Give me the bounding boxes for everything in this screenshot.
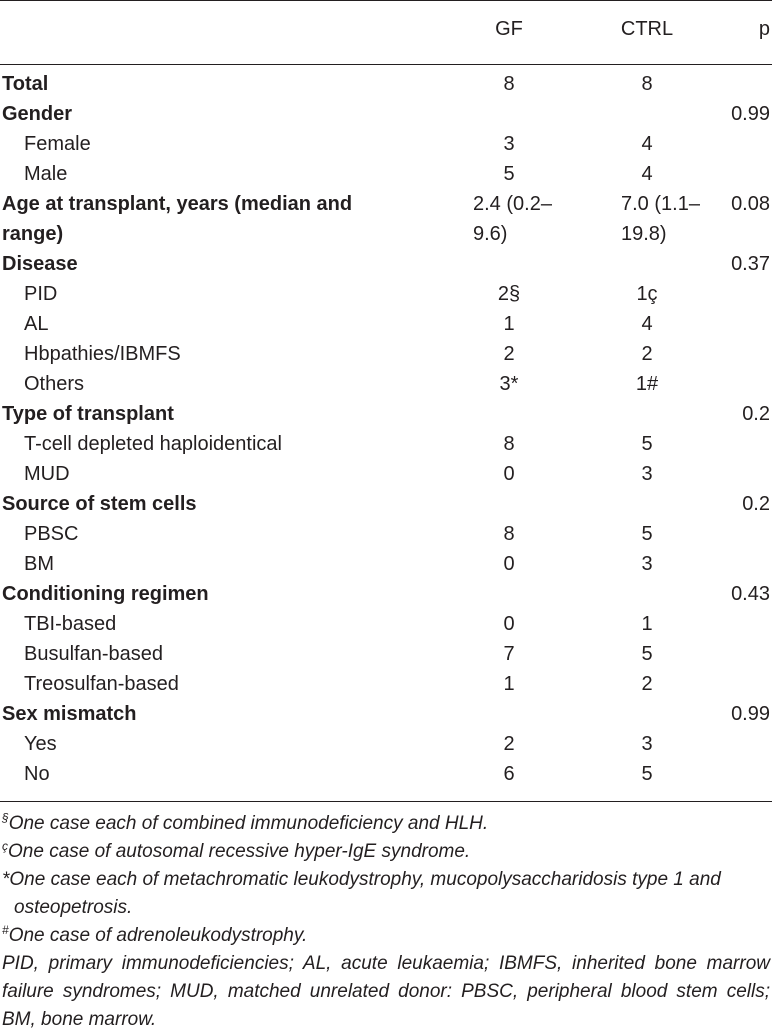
row-label: Male <box>24 163 68 185</box>
row-ctrl-value: 1 <box>641 613 653 635</box>
row-gf-value: 5 <box>503 163 515 185</box>
header-p: p <box>758 18 770 40</box>
row-label: Yes <box>24 733 57 755</box>
row-ctrl-value: 4 <box>641 313 653 335</box>
row-label: Sex mismatch <box>2 703 137 725</box>
footnote-mark: ç <box>2 839 8 853</box>
row-ctrl-value: 19.8) <box>621 223 667 245</box>
header-gf: GF <box>495 18 523 40</box>
row-label: No <box>24 763 50 785</box>
row-ctrl-value: 5 <box>641 763 653 785</box>
table-footnotes <box>2 810 770 1034</box>
row-gf-value: 7 <box>503 643 515 665</box>
abbreviations-note: PID, primary immunodeficiencies; AL, acute leukaemia; IBMFS, inherited bone marrow failure syndromes; MUD, matched unrelated donor: PBSC, peripheral blood stem cells; BM, bone marrow. <box>2 953 770 1030</box>
row-ctrl-value: 5 <box>641 643 653 665</box>
row-gf-value: 8 <box>503 433 515 455</box>
row-ctrl-value: 4 <box>641 133 653 155</box>
row-label: Disease <box>2 253 78 275</box>
row-label: Busulfan-based <box>24 643 163 665</box>
footnote-cedilla <box>2 838 770 866</box>
row-gf-value: 6 <box>503 763 515 785</box>
row-gf-value: 0 <box>503 553 515 575</box>
row-label: Others <box>24 373 85 395</box>
row-label: Age at transplant, years (median and <box>2 193 353 215</box>
row-ctrl-value: 5 <box>641 523 653 545</box>
row-p-value: 0.2 <box>742 493 770 515</box>
row-gf-value: 1 <box>503 313 515 335</box>
row-label: range) <box>2 223 64 245</box>
row-gf-value: 0 <box>503 613 515 635</box>
footnote-text: One case of adrenoleukodystrophy. <box>8 925 308 946</box>
row-ctrl-value: 3 <box>641 553 653 575</box>
row-gf-value: 0 <box>503 463 515 485</box>
row-p-value: 0.2 <box>742 403 770 425</box>
row-ctrl-value: 8 <box>641 73 653 95</box>
row-p-value: 0.08 <box>731 193 770 215</box>
row-ctrl-value: 3 <box>641 733 653 755</box>
footnote-section <box>2 810 770 838</box>
row-p-value: 0.99 <box>731 703 770 725</box>
row-gf-value: 2§ <box>497 283 521 305</box>
footnote-text: One case of autosomal recessive hyper-IgE syndrome. <box>8 841 471 862</box>
row-gf-value: 2 <box>503 733 515 755</box>
row-ctrl-value: 3 <box>641 463 653 485</box>
row-ctrl-value: 2 <box>641 673 653 695</box>
row-label: Hbpathies/IBMFS <box>24 343 181 365</box>
footnote-hash <box>2 922 770 950</box>
row-label: Conditioning regimen <box>2 583 209 605</box>
row-label: MUD <box>24 463 70 485</box>
row-gf-value: 2 <box>503 343 515 365</box>
row-gf-value: 3 <box>503 133 515 155</box>
row-label: AL <box>24 313 49 335</box>
footnote-mark: # <box>2 923 9 937</box>
row-ctrl-value: 5 <box>641 433 653 455</box>
footnote-mark: § <box>2 811 9 825</box>
table-header-rule <box>0 64 772 65</box>
row-p-value: 0.37 <box>731 253 770 275</box>
row-label: Source of stem cells <box>2 493 197 515</box>
table-top-rule <box>0 0 772 1</box>
row-ctrl-value: 2 <box>641 343 653 365</box>
row-gf-value: 8 <box>503 523 515 545</box>
row-label: PBSC <box>24 523 79 545</box>
row-label: T-cell depleted haploidentical <box>24 433 282 455</box>
header-ctrl: CTRL <box>620 18 674 40</box>
row-label: Female <box>24 133 91 155</box>
row-ctrl-value: 1# <box>635 373 659 395</box>
row-gf-value: 9.6) <box>473 223 508 245</box>
row-label: PID <box>24 283 58 305</box>
row-label: BM <box>24 553 54 575</box>
footnote-asterisk <box>2 866 770 922</box>
footnote-text: One case each of combined immunodeficiency and HLH. <box>8 813 489 834</box>
row-label: Treosulfan-based <box>24 673 179 695</box>
row-label: Type of transplant <box>2 403 174 425</box>
row-label: Total <box>2 73 49 95</box>
row-ctrl-value: 1ç <box>636 283 658 305</box>
table-bottom-rule <box>0 801 772 802</box>
row-gf-value: 8 <box>503 73 515 95</box>
row-gf-value: 2.4 (0.2– <box>473 193 552 215</box>
row-label: Gender <box>2 103 73 125</box>
row-ctrl-value: 4 <box>641 163 653 185</box>
row-p-value: 0.43 <box>731 583 770 605</box>
row-gf-value: 3* <box>499 373 519 395</box>
row-gf-value: 1 <box>503 673 515 695</box>
footnote-text: *One case each of metachromatic leukodystrophy, mucopolysaccharidosis type 1 and osteopetrosis. <box>2 869 721 918</box>
row-ctrl-value: 7.0 (1.1– <box>621 193 700 215</box>
row-label: TBI-based <box>24 613 117 635</box>
row-p-value: 0.99 <box>731 103 770 125</box>
